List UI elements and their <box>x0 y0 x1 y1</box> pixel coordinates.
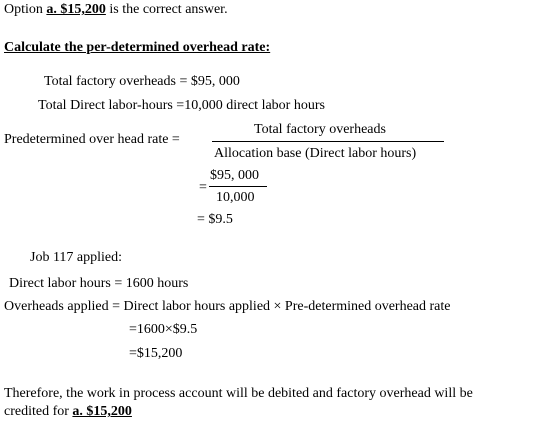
overheads-calc: =1600×$9.5 <box>129 322 198 337</box>
step2-denominator: 10,000 <box>216 190 255 205</box>
step2-numerator: $95, 000 <box>210 168 259 183</box>
rate-denominator: Allocation base (Direct labor hours) <box>214 146 417 161</box>
conclusion-line2 <box>4 404 132 420</box>
intro-suffix: is the correct answer. <box>109 2 228 17</box>
overheads-formula: Overheads applied = Direct labor hours applied × Pre-determined overhead rate <box>4 299 451 314</box>
rate-numerator: Total factory overheads <box>254 122 386 137</box>
intro-prefix: Option <box>4 2 43 17</box>
job-dlh: Direct labor hours = 1600 hours <box>9 276 189 291</box>
rate-result: = $9.5 <box>197 212 233 227</box>
conclusion-answer: a. $15,200 <box>72 404 132 419</box>
intro-answer: a. $15,200 <box>46 2 106 17</box>
intro-line <box>4 2 228 18</box>
step2-equals: = <box>199 180 207 195</box>
conclusion-line1: Therefore, the work in process account will be debited and factory overhead will be <box>4 386 473 401</box>
section-heading: Calculate the per-determined overhead rate: <box>4 40 271 55</box>
step2-fraction-bar <box>209 186 267 187</box>
conclusion-prefix: credited for <box>4 404 69 419</box>
rate-fraction-bar <box>212 141 444 142</box>
given-total-dlh: Total Direct labor-hours =10,000 direct labor hours <box>38 98 325 113</box>
given-total-overheads: Total factory overheads = $95, 000 <box>44 74 240 89</box>
job-title: Job 117 applied: <box>30 250 123 265</box>
overheads-result: =$15,200 <box>129 346 183 361</box>
rate-label: Predetermined over head rate = <box>4 132 180 147</box>
